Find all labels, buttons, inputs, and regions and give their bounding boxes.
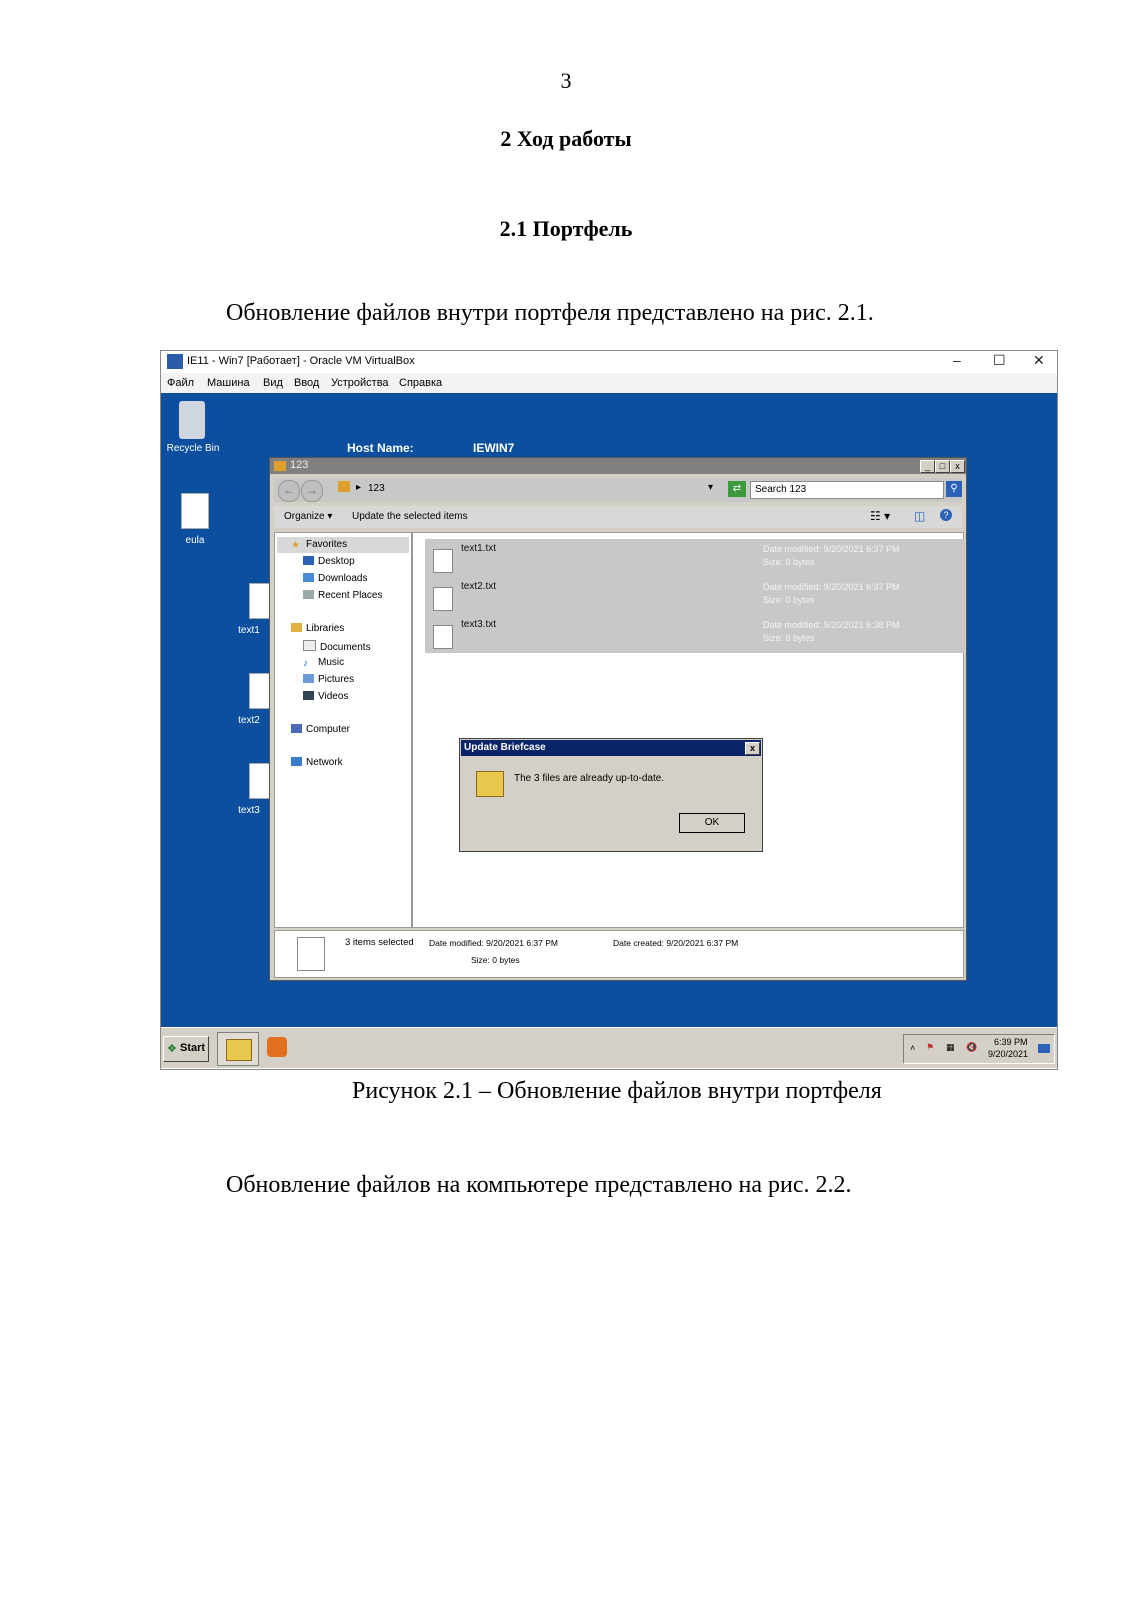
back-arrow-icon[interactable]: ←: [278, 480, 300, 502]
start-button[interactable]: ❖ Start: [163, 1036, 209, 1062]
tray-expand-icon[interactable]: ˄: [910, 1043, 916, 1053]
media-player-icon[interactable]: [267, 1037, 287, 1057]
briefcase-sync-icon: [476, 771, 504, 797]
windows-logo-icon: ❖: [167, 1043, 177, 1055]
dialog-titlebar: [461, 740, 761, 756]
details-selected-count: 3 items selected: [345, 937, 414, 948]
view-options-icon[interactable]: ☷ ▾: [870, 509, 891, 523]
refresh-icon[interactable]: ⇄: [728, 481, 746, 497]
downloads-icon: [303, 573, 314, 582]
address-dropdown-icon[interactable]: ▾: [708, 482, 714, 493]
maximize-button[interactable]: ☐: [993, 352, 1006, 368]
folder-icon: [226, 1039, 252, 1061]
figure-screenshot: [160, 350, 1058, 1070]
desktop-label-eula: eula: [185, 535, 205, 546]
eula-file-icon[interactable]: [181, 493, 209, 529]
recent-places-icon: [303, 590, 314, 599]
tray-time[interactable]: 6:39 PM: [994, 1037, 1028, 1047]
dialog-close-button[interactable]: x: [745, 742, 760, 755]
close-button[interactable]: ✕: [1033, 352, 1045, 368]
show-desktop-icon[interactable]: [1038, 1044, 1050, 1053]
dialog-message: The 3 files are already up-to-date.: [514, 773, 665, 784]
explorer-title: 123: [290, 459, 309, 471]
desktop-icon: [303, 556, 314, 565]
tray-date[interactable]: 9/20/2021: [988, 1049, 1029, 1059]
folder-icon: [338, 481, 350, 492]
action-center-icon[interactable]: ⚑: [926, 1042, 935, 1052]
text2-file-icon[interactable]: [249, 673, 271, 709]
system-tray: [903, 1034, 1055, 1064]
explorer-close-button[interactable]: x: [950, 460, 965, 473]
vm-menubar: [161, 373, 1057, 393]
search-icon[interactable]: ⚲: [946, 481, 962, 497]
taskbar-explorer-button[interactable]: [217, 1032, 259, 1066]
network-icon: [291, 757, 302, 766]
host-name-label: Host Name:: [347, 441, 414, 455]
menu-devices[interactable]: Устройства: [331, 377, 389, 389]
documents-icon: [303, 640, 316, 651]
desktop-label-text3: text3: [238, 805, 260, 816]
nav-computer[interactable]: Computer: [291, 724, 350, 735]
volume-muted-icon[interactable]: 🔇: [966, 1042, 978, 1052]
recycle-bin-icon[interactable]: [179, 401, 205, 439]
desktop-label-text2: text2: [238, 715, 260, 726]
file-item[interactable]: text3.txt Date modified: 9/20/2021 6:38 PM Size: 0 bytes: [425, 615, 965, 653]
text-file-icon: [297, 937, 325, 971]
nav-downloads[interactable]: Downloads: [303, 573, 367, 584]
desktop-label-recycle-bin: Recycle Bin: [166, 443, 220, 454]
pictures-icon: [303, 674, 314, 683]
explorer-minimize-button[interactable]: _: [920, 460, 935, 473]
text3-file-icon[interactable]: [249, 763, 271, 799]
search-input[interactable]: Search 123: [750, 481, 944, 499]
update-briefcase-dialog: [459, 738, 763, 852]
explorer-window: [269, 457, 967, 981]
videos-icon: [303, 691, 314, 700]
text1-file-icon[interactable]: [249, 583, 271, 619]
details-pane: [274, 930, 964, 978]
help-icon[interactable]: ?: [940, 509, 952, 521]
briefcase-icon: [274, 461, 286, 471]
network-tray-icon[interactable]: ▦: [946, 1042, 955, 1052]
preview-pane-icon[interactable]: ◫: [914, 509, 926, 523]
organize-button[interactable]: Organize ▾: [284, 511, 333, 522]
libraries-icon: [291, 623, 302, 632]
text-file-icon: [433, 625, 453, 649]
selected-files: [425, 539, 965, 653]
text-file-icon: [433, 587, 453, 611]
menu-view[interactable]: Вид: [263, 377, 283, 389]
vm-title: IE11 - Win7 [Работает] - Oracle VM VirtualBox: [187, 355, 415, 367]
nav-pictures[interactable]: Pictures: [303, 674, 354, 685]
nav-desktop[interactable]: Desktop: [303, 556, 355, 567]
file-item[interactable]: text2.txt Date modified: 9/20/2021 6:37 PM Size: 0 bytes: [425, 577, 965, 615]
vm-titlebar: [161, 351, 1057, 373]
figure-caption: Рисунок 2.1 – Обновление файлов внутри портфеля: [352, 1078, 882, 1104]
text-file-icon: [433, 549, 453, 573]
taskbar: [161, 1027, 1057, 1068]
paragraph-figure-intro: Обновление файлов внутри портфеля представлено на рис. 2.1.: [226, 300, 874, 326]
host-name-value: IEWIN7: [473, 441, 515, 455]
details-modified: Date modified: 9/20/2021 6:37 PM: [429, 938, 558, 948]
menu-machine[interactable]: Машина: [207, 377, 250, 389]
nav-recent[interactable]: Recent Places: [303, 590, 382, 601]
computer-icon: [291, 724, 302, 733]
file-list-pane: [412, 532, 964, 928]
navigation-pane: [274, 532, 412, 928]
forward-arrow-icon[interactable]: →: [301, 480, 323, 502]
menu-help[interactable]: Справка: [399, 377, 443, 389]
section-heading: 2 Ход работы: [500, 126, 632, 151]
minimize-button[interactable]: –: [953, 352, 961, 368]
virtualbox-icon: [167, 354, 183, 369]
file-item[interactable]: text1.txt Date modified: 9/20/2021 6:37 PM Size: 0 bytes: [425, 539, 965, 577]
star-icon: ★: [291, 540, 300, 551]
explorer-maximize-button[interactable]: □: [935, 460, 950, 473]
menu-file[interactable]: Файл: [167, 377, 195, 389]
command-bar: [274, 506, 962, 528]
menu-input[interactable]: Ввод: [294, 377, 320, 389]
nav-network[interactable]: Network: [291, 757, 343, 768]
address-field[interactable]: ▸ 123 ▾: [334, 480, 718, 498]
subsection-heading: 2.1 Портфель: [499, 216, 633, 241]
explorer-titlebar: [270, 458, 966, 474]
ok-button[interactable]: OK: [679, 813, 745, 833]
nav-videos[interactable]: Videos: [303, 691, 348, 702]
guest-desktop: [161, 393, 1057, 1027]
details-created: Date created: 9/20/2021 6:37 PM: [613, 938, 739, 948]
address-bar: [274, 478, 962, 502]
dialog-title: Update Briefcase: [464, 742, 546, 753]
page-number: 3: [560, 68, 572, 93]
details-size: Size: 0 bytes: [471, 955, 520, 965]
paragraph-next-figure: Обновление файлов на компьютере представлено на рис. 2.2.: [226, 1172, 852, 1198]
address-path: 123: [368, 483, 385, 494]
nav-music[interactable]: ♪ Music: [303, 657, 345, 669]
nav-documents[interactable]: Documents: [303, 640, 371, 653]
nav-libraries[interactable]: Libraries: [291, 623, 344, 634]
update-selected-button[interactable]: Update the selected items: [352, 511, 468, 522]
desktop-label-text1: text1: [238, 625, 260, 636]
nav-favorites[interactable]: ★ Favorites: [291, 539, 348, 551]
music-icon: ♪: [303, 658, 308, 669]
